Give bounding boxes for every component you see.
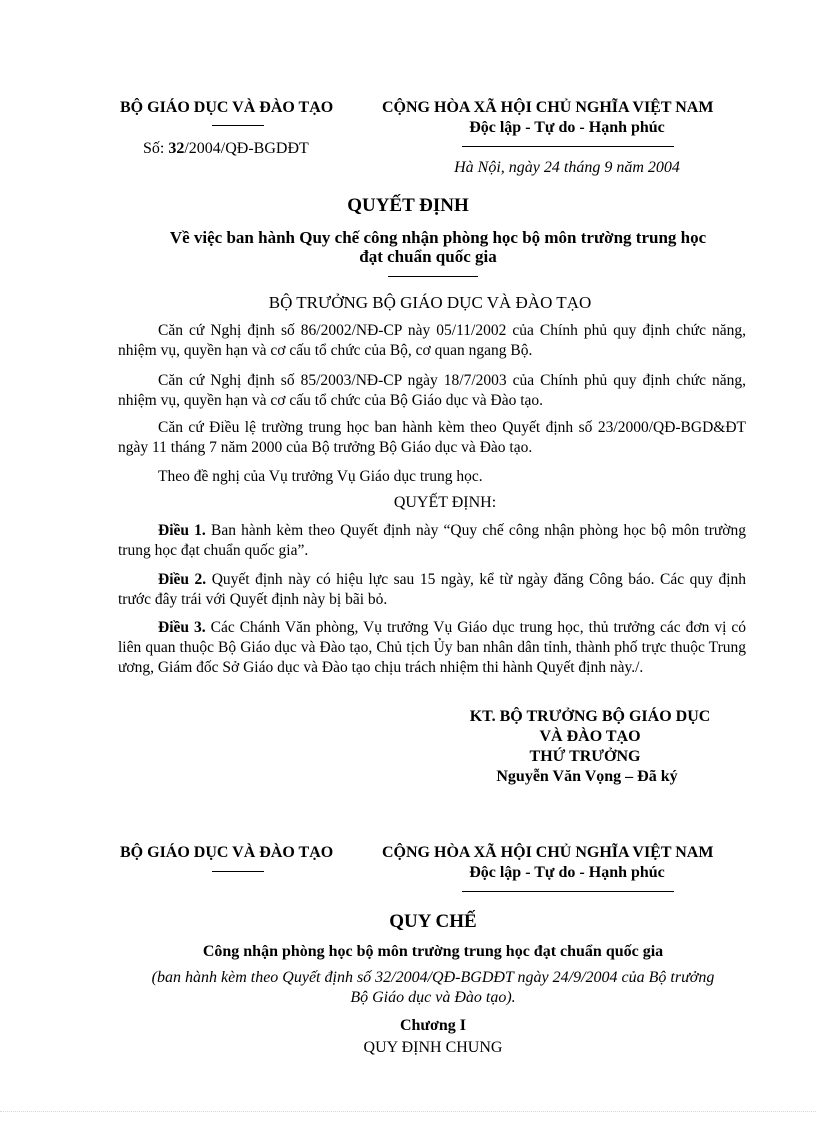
regulation-title: QUY CHẾ bbox=[389, 911, 477, 932]
decides-heading: QUYẾT ĐỊNH: bbox=[393, 494, 497, 511]
number-suffix: /2004/QĐ-BGDĐT bbox=[184, 140, 309, 157]
ground-paragraph: Căn cứ Điều lệ trường trung học ban hành kèm theo Quyết định số 23/2000/QĐ-BGD&ĐT ngày 11 tháng 7 năm 2000 của Bộ trưởng Bộ Giáo dục và Đào tạo. bbox=[118, 419, 746, 456]
article-label: Điều 2. bbox=[158, 571, 207, 588]
regulation-motto-divider bbox=[462, 891, 674, 892]
article-2 bbox=[118, 570, 746, 610]
signer-name: Nguyễn Văn Vọng – Đã ký bbox=[496, 768, 678, 785]
page-edge bbox=[0, 1111, 816, 1112]
issuing-authority: BỘ TRƯỞNG BỘ GIÁO DỤC VÀ ĐÀO TẠO bbox=[268, 293, 592, 312]
signature-title-2: VÀ ĐÀO TẠO bbox=[539, 728, 641, 745]
regulation-header-divider bbox=[212, 871, 264, 872]
header-divider bbox=[212, 125, 264, 126]
national-motto: Độc lập - Tự do - Hạnh phúc bbox=[469, 119, 665, 136]
article-1 bbox=[118, 521, 746, 561]
ground-paragraph: Căn cứ Nghị định số 85/2003/NĐ-CP ngày 18/7/2003 của Chính phủ quy định chức năng, nhiệm vụ, quyền hạn và cơ cấu tổ chức của Bộ Giáo dục và Đào tạo. bbox=[118, 372, 746, 409]
ground-paragraph: Căn cứ Nghị định số 86/2002/NĐ-CP này 05/11/2002 của Chính phủ quy định chức năng, nhiệm vụ, quyền hạn và cơ cấu tổ chức của Bộ, cơ quan ngang Bộ. bbox=[118, 322, 746, 359]
regulation-ministry-name: BỘ GIÁO DỤC VÀ ĐÀO TẠO bbox=[120, 844, 334, 861]
number-bold: 32 bbox=[168, 140, 185, 157]
chapter-number: Chương I bbox=[399, 1017, 467, 1034]
ministry-name: BỘ GIÁO DỤC VÀ ĐÀO TẠO bbox=[120, 99, 334, 116]
subject-line-1: Về việc ban hành Quy chế công nhận phòng học bộ môn trường trung học bbox=[169, 228, 707, 247]
signature-title-1: KT. BỘ TRƯỞNG BỘ GIÁO DỤC bbox=[469, 708, 711, 725]
ground-paragraph: Theo đề nghị của Vụ trưởng Vụ Giáo dục trung học. bbox=[158, 468, 483, 485]
country-name: CỘNG HÒA XÃ HỘI CHỦ NGHĨA VIỆT NAM bbox=[382, 99, 714, 116]
article-label: Điều 1. bbox=[158, 522, 206, 539]
chapter-title: QUY ĐỊNH CHUNG bbox=[363, 1039, 503, 1056]
article-text: Quyết định này có hiệu lực sau 15 ngày, kể từ ngày đăng Công báo. Các quy định trước đây trái với Quyết định này bị bãi bỏ. bbox=[118, 571, 746, 608]
signature-title-3: THỨ TRƯỞNG bbox=[529, 748, 641, 765]
title-divider bbox=[388, 276, 478, 277]
decision-number bbox=[143, 139, 309, 159]
decision-title: QUYẾT ĐỊNH bbox=[347, 195, 469, 216]
subject-line-2: đạt chuẩn quốc gia bbox=[359, 247, 497, 266]
article-3 bbox=[118, 618, 746, 678]
regulation-motto: Độc lập - Tự do - Hạnh phúc bbox=[469, 864, 665, 881]
number-prefix: Số: bbox=[143, 140, 169, 157]
regulation-country-name: CỘNG HÒA XÃ HỘI CHỦ NGHĨA VIỆT NAM bbox=[382, 844, 714, 861]
regulation-subtitle: Công nhận phòng học bộ môn trường trung học đạt chuẩn quốc gia bbox=[202, 943, 664, 960]
regulation-note-line-1: (ban hành kèm theo Quyết định số 32/2004/QĐ-BGDĐT ngày 24/9/2004 của Bộ trưởng bbox=[151, 969, 715, 986]
article-label: Điều 3. bbox=[158, 619, 206, 636]
motto-divider bbox=[462, 146, 674, 147]
regulation-note-line-2: Bộ Giáo dục và Đào tạo). bbox=[350, 989, 516, 1006]
article-text: Các Chánh Văn phòng, Vụ trưởng Vụ Giáo dục trung học, thủ trưởng các đơn vị có liên quan thuộc Bộ Giáo dục và Đào tạo, Chủ tịch Ủy ban nhân dân tỉnh, thành phố trực thuộc Trung ương, Giám đốc Sở Giáo dục và Đào tạo chịu trách nhiệm thi hành Quyết định này./. bbox=[118, 619, 746, 676]
issue-date: Hà Nội, ngày 24 tháng 9 năm 2004 bbox=[454, 159, 680, 176]
article-text: Ban hành kèm theo Quyết định này “Quy chế công nhận phòng học bộ môn trường trung học đạt chuẩn quốc gia”. bbox=[118, 522, 746, 559]
